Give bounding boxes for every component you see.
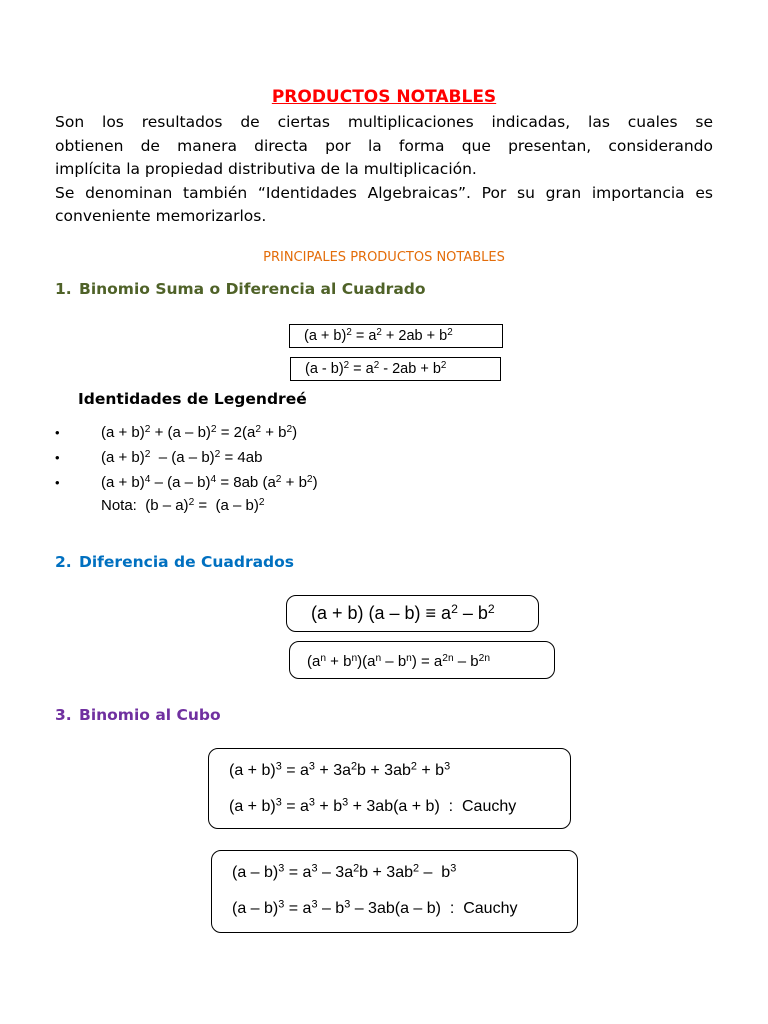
nota-formula: (b – a)$^2$ = (a – b)$^2$ [141,496,265,514]
intro-line: obtienen de manera directa por la forma que presentan, considerando [55,136,713,155]
section-subtitle: PRINCIPALES PRODUCTOS NOTABLES [263,250,505,265]
page-title: PRODUCTOS NOTABLES [271,87,497,107]
formula-difference-of-powers: $(a^n + b^n)(a^n - b^n) = a^{2n} - b^{2n}$ [289,641,555,679]
formula-difference-of-squares: (a + b) $(a - b) \equiv a^2 - b^2$ [286,595,539,632]
formula-cube-difference-cauchy: $(a - b)^3 = a^3 - b^3 - 3ab(a - b)$ : Cauchy [232,898,518,917]
list-item: • $(a + b)^2 + (a - b)^2 = 2(a^2 + b^2)$ [55,420,318,445]
nota-line [101,497,265,514]
section-title: Diferencia de Cuadrados [79,553,295,571]
formula-cube-sum-box [208,748,571,829]
section-number: 2. [55,553,72,571]
formula-square-difference: $(a - b)^2 = a^2 - 2ab + b^2$ [290,357,501,381]
section-3-heading [55,706,221,724]
legendre-identities-list [55,420,318,495]
formula-cube-difference-box [211,850,578,933]
section-number: 1. [55,280,72,298]
legendre-title: Identidades de Legendreé [78,390,307,408]
bullet-icon: • [55,425,60,440]
nota-label: Nota: [101,497,137,514]
section-title: Binomio Suma o Diferencia al Cuadrado [79,280,426,298]
formula-square-sum: $(a + b)^2 = a^2 + 2ab + b^2$ [289,324,503,348]
intro-line: Se denominan también “Identidades Algebraicas”. Por su gran importancia es [55,183,713,202]
intro-line: Son los resultados de ciertas multiplicaciones indicadas, las cuales se [55,113,713,131]
bullet-icon: • [55,450,60,465]
intro-line: implícita la propiedad distributiva de la multiplicación. [55,160,477,178]
intro-paragraph [55,111,713,229]
formula-cube-difference: $(a - b)^3 = a^3 - 3a^2b + 3ab^2 - b^3$ [232,862,457,881]
section-number: 3. [55,706,72,724]
bullet-icon: • [55,475,60,490]
list-item: • $(a + b)^4 - (a - b)^4 = 8ab$ $(a^2 + b^2)$ [55,470,318,495]
formula-cube-sum-cauchy: $(a + b)^3 = a^3 + b^3 + 3ab(a + b)$ : Cauchy [229,796,517,815]
section-2-heading [55,553,294,571]
list-item: • $(a + b)^2 - (a - b)^2 = 4ab$ [55,445,318,470]
formula-cube-sum: $(a + b)^3 = a^3 + 3a^2b + 3ab^2 + b^3$ [229,760,451,779]
intro-line: conveniente memorizarlos. [55,207,267,225]
section-1-heading [55,280,426,298]
section-title: Binomio al Cubo [79,706,221,724]
